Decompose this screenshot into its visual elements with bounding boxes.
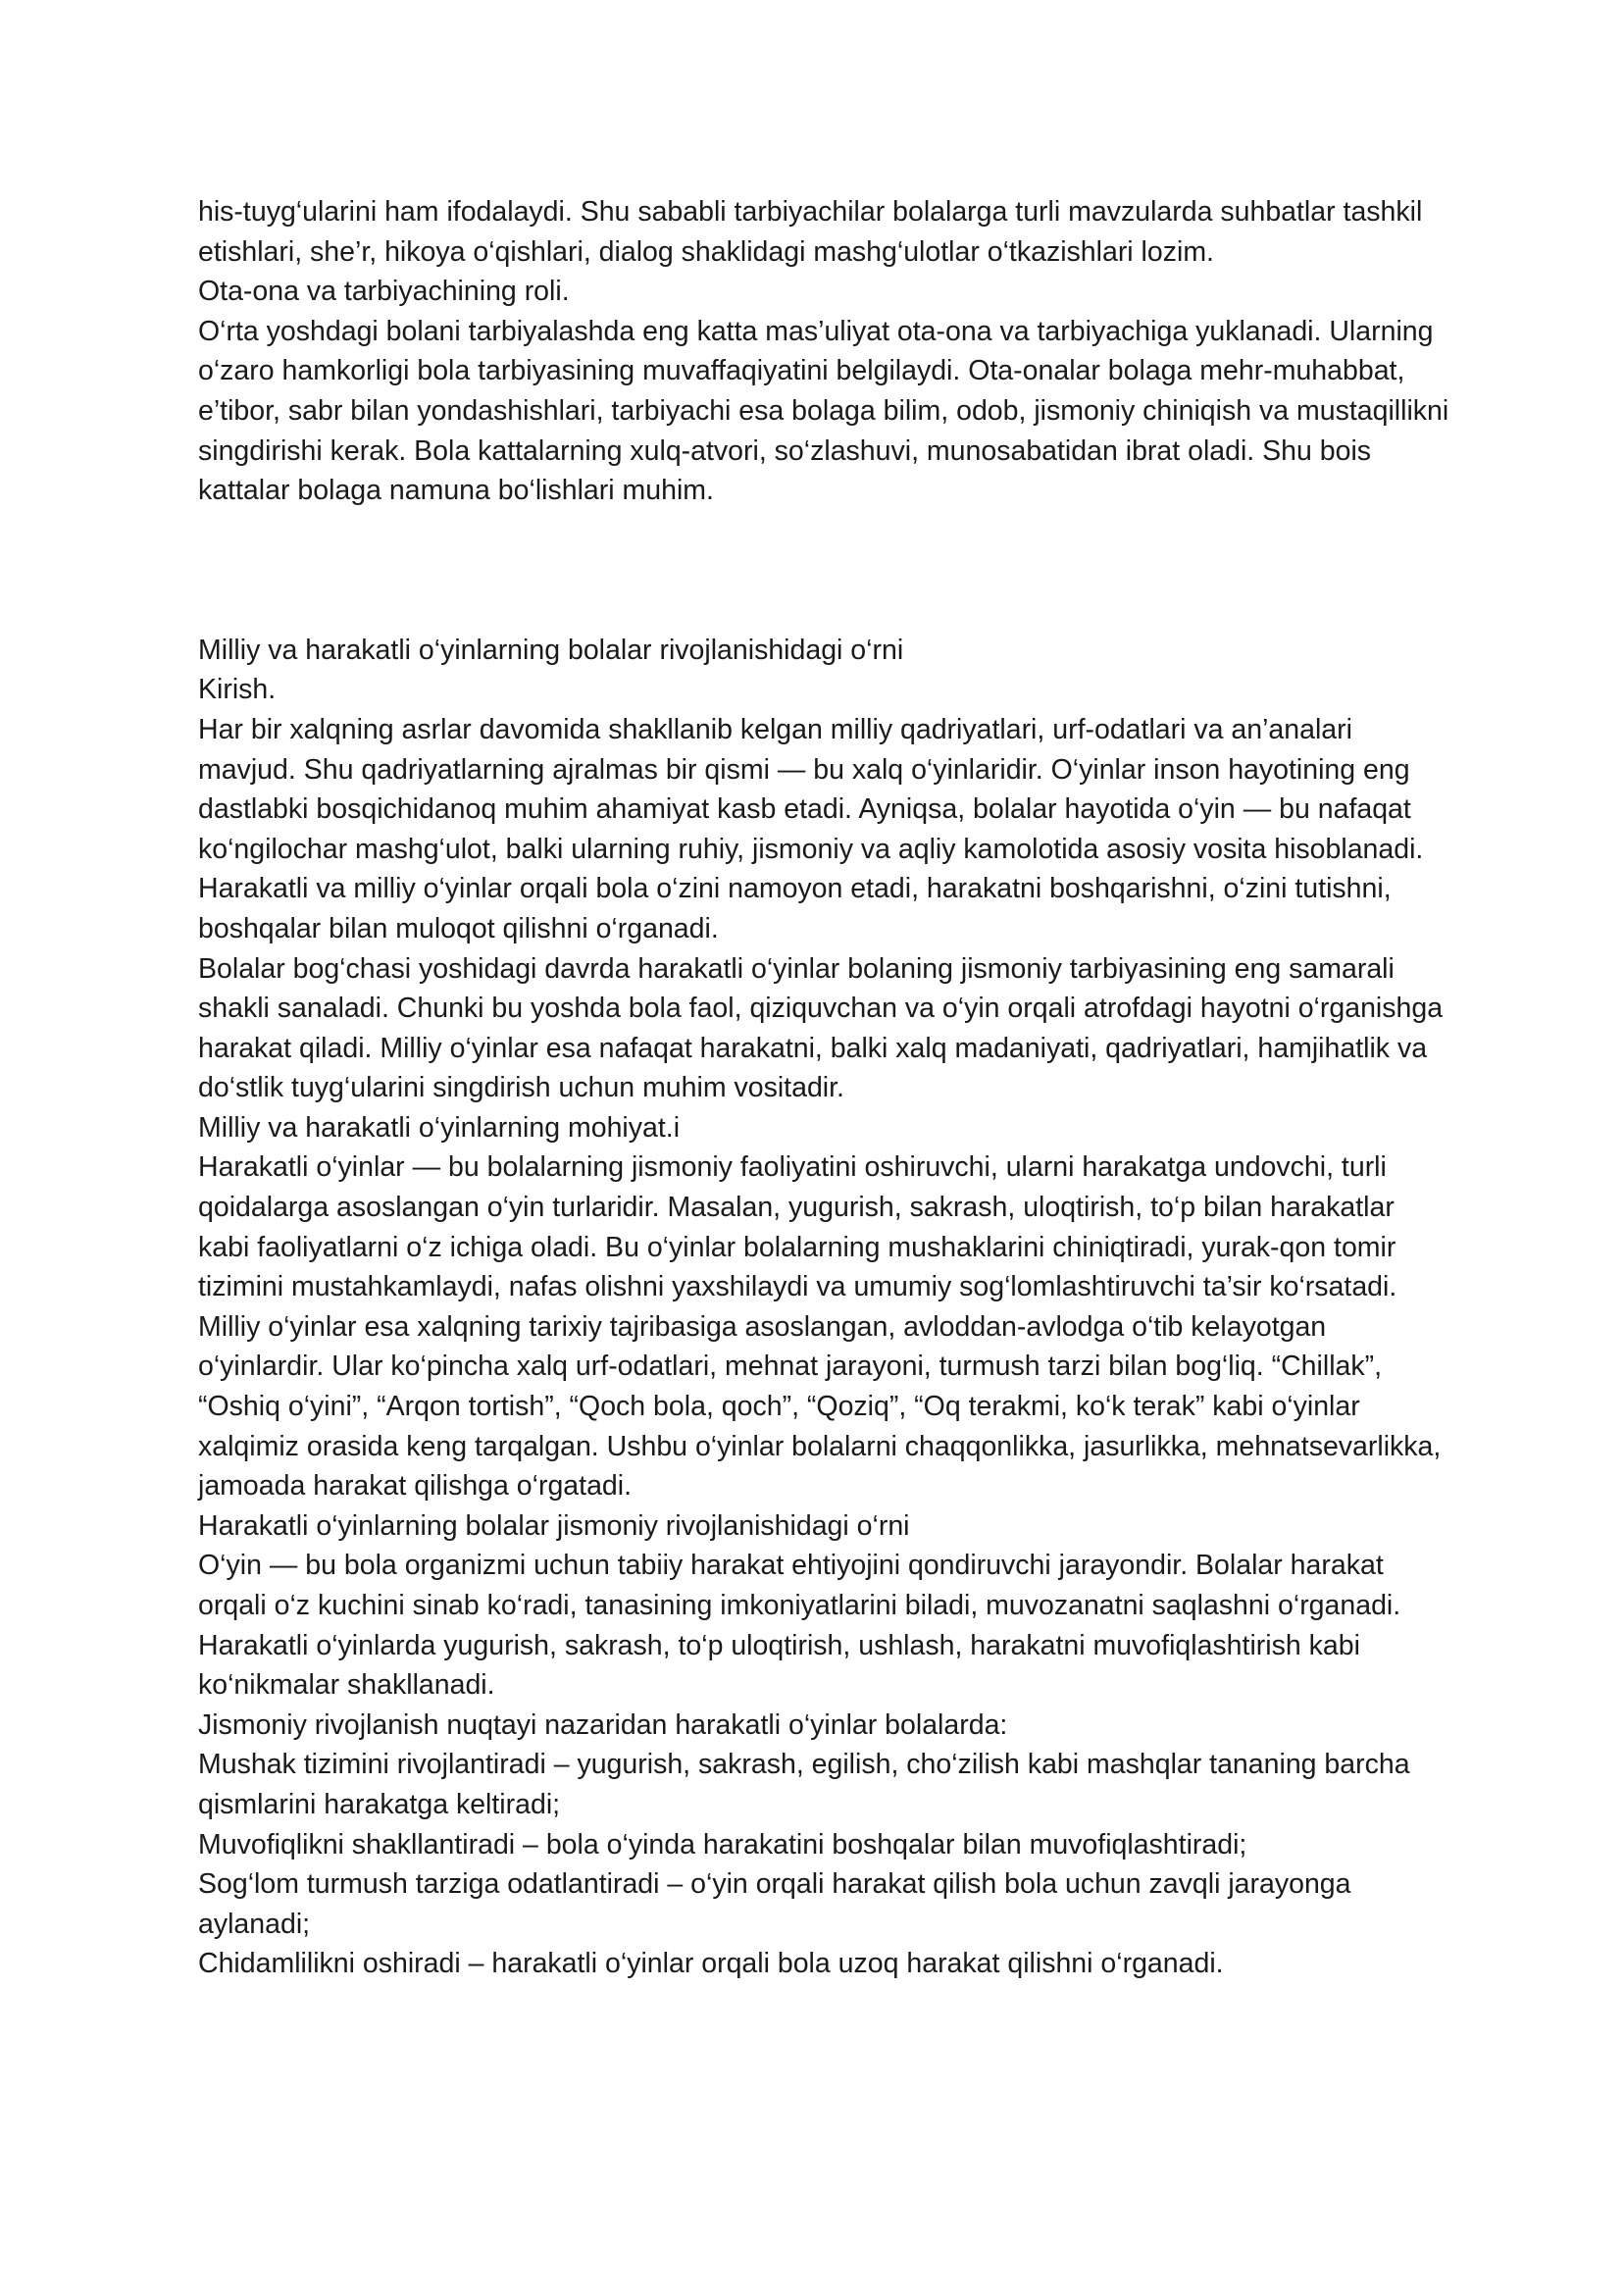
document-page — [198, 192, 1453, 1984]
section-heading: Ota-ona va tarbiyachining roli. — [198, 276, 570, 308]
section-national-games — [198, 631, 1453, 1984]
paragraph: Harakatli o‘yinlar — bu bolalarning jismoniy faoliyatini oshiruvchi, ularni harakatga undovchi, turli qoidalarga asoslangan o‘yin turlaridir. Masalan, yugurish, sakrash, uloqtirish, to‘p bilan harakatlar kabi faoliyatlarni o‘z ichiga oladi. Bu o‘yinlar bolalarning mushaklarini chiniqtiradi, yurak-qon tomir tizimini mustahkamlaydi, nafas olishni yaxshilaydi va umumiy sog‘lomlashtiruvchi ta’sir ko‘rsatadi. — [198, 1151, 1397, 1303]
paragraph: Milliy o‘yinlar esa xalqning tarixiy tajribasiga asoslangan, avloddan-avlodga o‘tib kelayotgan o‘yinlardir. Ular ko‘pincha xalq urf-odatlari, mehnat jarayoni, turmush tarzi bilan bog‘liq. “Chillak”, “Oshiq o‘yini”, “Arqon tortish”, “Qoch bola, qoch”, “Qoziq”, “Oq terakmi, ko‘k terak” kabi o‘yinlar xalqimiz orasida keng tarqalgan. Ushbu o‘yinlar bolalarni chaqqonlikka, jasurlikka, mehnatsevarlikka, jamoada harakat qilishga o‘rgatadi. — [198, 1310, 1442, 1503]
blank-space — [198, 511, 1453, 631]
section-parent-role — [198, 192, 1453, 511]
paragraph: O‘yin — bu bola organizmi uchun tabiiy harakat ehtiyojini qondiruvchi jarayondir. Bolalar harakat orqali o‘z kuchini sinab ko‘radi, tanasining imkoniyatlarini biladi, muvozanatni saqlashni o‘rganadi. Harakatli o‘yinlarda yugurish, sakrash, to‘p uloqtirish, ushlash, harakatni muvofiqlashtirish kabi ko‘nikmalar shakllanadi. — [198, 1550, 1401, 1702]
document-title: Milliy va harakatli o‘yinlarning bolalar rivojlanishidagi o‘rni — [198, 634, 904, 666]
list-item: Chidamlilikni oshiradi – harakatli o‘yinlar orqali bola uzoq harakat qilishni o‘rganadi. — [198, 1948, 1224, 1980]
paragraph: his-tuyg‘ularini ham ifodalaydi. Shu sababli tarbiyachilar bolalarga turli mavzularda suhbatlar tashkil etishlari, she’r, hikoya o‘qishlari, dialog shaklidagi mashg‘ulotlar o‘tkazishlari lozim. — [198, 196, 1423, 268]
section-heading: Milliy va harakatli o‘yinlarning mohiyat.i — [198, 1111, 681, 1144]
list-item: Sog‘lom turmush tarziga odatlantiradi – o‘yin orqali harakat qilish bola uchun zavqli jarayonga aylanadi; — [198, 1868, 1351, 1940]
list-item: Mushak tizimini rivojlantiradi – yugurish, sakrash, egilish, cho‘zilish kabi mashqlar tananing barcha qismlarini harakatga keltiradi; — [198, 1749, 1410, 1820]
section-heading: Harakatli o‘yinlarning bolalar jismoniy rivojlanishidagi o‘rni — [198, 1509, 910, 1542]
section-heading: Kirish. — [198, 674, 277, 706]
paragraph: Jismoniy rivojlanish nuqtayi nazaridan harakatli o‘yinlar bolalarda: — [198, 1708, 1008, 1741]
paragraph: Bolalar bog‘chasi yoshidagi davrda harakatli o‘yinlar bolaning jismoniy tarbiyasining eng samarali shakli sanaladi. Chunki bu yoshda bola faol, qiziquvchan va o‘yin orqali atrofdagi hayotni o‘rganishga harakat qiladi. Milliy o‘yinlar esa nafaqat harakatni, balki xalq madaniyati, qadriyatlari, hamjihatlik va do‘stlik tuyg‘ularini singdirish uchun muhim vositadir. — [198, 952, 1444, 1104]
paragraph: O‘rta yoshdagi bolani tarbiyalashda eng katta mas’uliyat ota-ona va tarbiyachiga yuklanadi. Ularning o‘zaro hamkorligi bola tarbiyasining muvaffaqiyatini belgilaydi. Ota-onalar bolaga mehr-muhabbat, e’tibor, sabr bilan yondashishlari, tarbiyachi esa bolaga bilim, odob, jismoniy chiniqish va mustaqillikni singdirishi kerak. Bola kattalarning xulq-atvori, so‘zlashuvi, munosabatidan ibrat oladi. Shu bois kattalar bolaga namuna bo‘lishlari muhim. — [198, 315, 1449, 507]
paragraph: Har bir xalqning asrlar davomida shakllanib kelgan milliy qadriyatlari, urf-odatlari va an’analari mavjud. Shu qadriyatlarning ajralmas bir qismi — bu xalq o‘yinlaridir. O‘yinlar inson hayotining eng dastlabki bosqichidanoq muhim ahamiyat kasb etadi. Ayniqsa, bolalar hayotida o‘yin — bu nafaqat ko‘ngilochar mashg‘ulot, balki ularning ruhiy, jismoniy va aqliy kamolotida asosiy vosita hisoblanadi. Harakatli va milliy o‘yinlar orqali bola o‘zini namoyon etadi, harakatni boshqarishni, o‘zini tutishni, boshqalar bilan muloqot qilishni o‘rganadi. — [198, 713, 1424, 944]
list-item: Muvofiqlikni shakllantiradi – bola o‘yinda harakatini boshqalar bilan muvofiqlashtiradi; — [198, 1828, 1247, 1861]
